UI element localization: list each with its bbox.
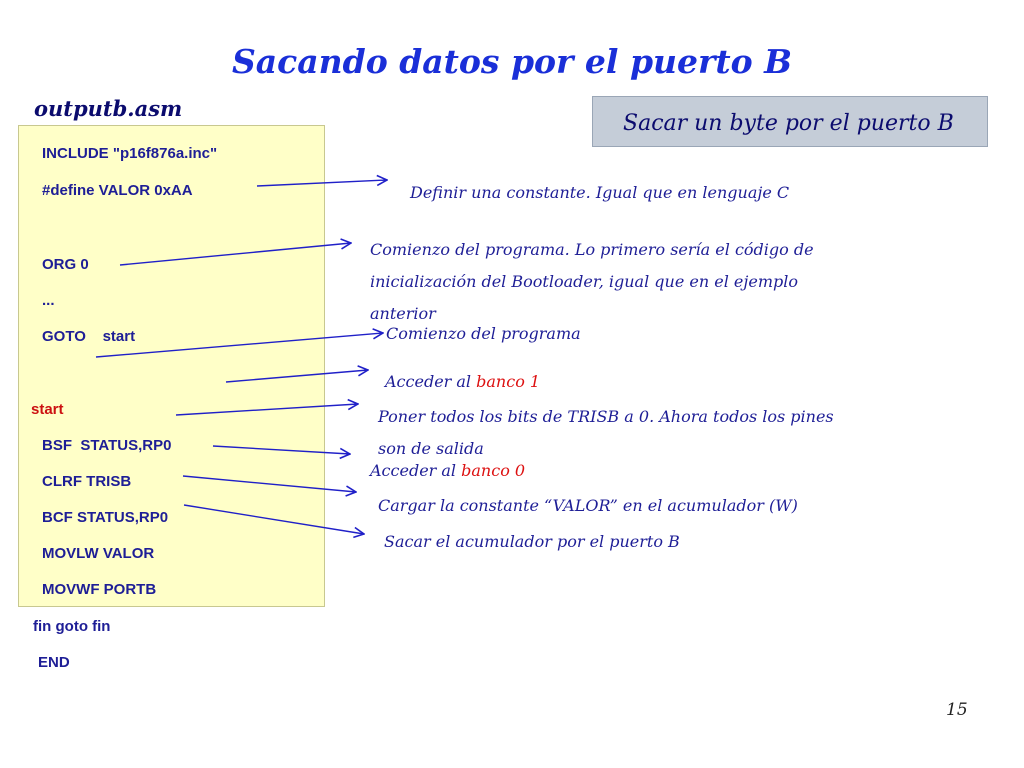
arrow-start (176, 404, 358, 415)
slide-title: Sacando datos por el puerto B (231, 42, 793, 81)
note-bsf-highlight: banco 1 (476, 372, 541, 391)
arrow-bsf (213, 446, 350, 454)
code-include: INCLUDE "p16f876a.inc" (42, 145, 218, 162)
code-ellipsis: ... (42, 292, 55, 309)
code-clrf: CLRF TRISB (42, 473, 132, 490)
note-org-line3: anterior (370, 304, 436, 323)
code-define: #define VALOR 0xAA (42, 182, 193, 199)
arrow-org (120, 243, 351, 265)
arrow-bsf-entry (226, 370, 368, 382)
arrow-clrf (183, 476, 356, 492)
code-movlw: MOVLW VALOR (42, 545, 155, 562)
note-goto: Comienzo del programa (386, 324, 581, 343)
arrow-bcf (184, 505, 364, 534)
note-bcf-highlight: banco 0 (461, 461, 526, 480)
note-org-line1: Comienzo del programa. Lo primero sería el código de (370, 240, 814, 259)
page-number: 15 (946, 700, 968, 720)
note-clrf-line2: son de salida (378, 439, 484, 458)
code-bsf: BSF STATUS,RP0 (42, 437, 172, 454)
note-bcf-text: Acceder al (370, 461, 462, 480)
code-movwf: MOVWF PORTB (42, 581, 157, 598)
code-end: END (38, 654, 70, 671)
code-fin: fin goto fin (33, 618, 111, 635)
code-start-label: start (31, 401, 64, 418)
arrow-define (257, 180, 387, 186)
note-define: Definir una constante. Igual que en lenguaje C (410, 183, 790, 202)
note-clrf-line1: Poner todos los bits de TRISB a 0. Ahora todos los pines (378, 407, 834, 426)
note-movlw: Cargar la constante “VALOR” en el acumulador (W) (378, 496, 798, 515)
file-name: outputb.asm (34, 96, 183, 121)
code-org: ORG 0 (42, 256, 89, 273)
note-movwf: Sacar el acumulador por el puerto B (384, 532, 680, 551)
note-org-line2: inicialización del Bootloader, igual que en el ejemplo (370, 272, 798, 291)
summary-box: Sacar un byte por el puerto B (592, 96, 988, 147)
code-goto: GOTO start (42, 328, 136, 345)
arrow-goto (96, 333, 383, 357)
code-bcf: BCF STATUS,RP0 (42, 509, 169, 526)
note-bsf-text: Acceder al (385, 372, 477, 391)
